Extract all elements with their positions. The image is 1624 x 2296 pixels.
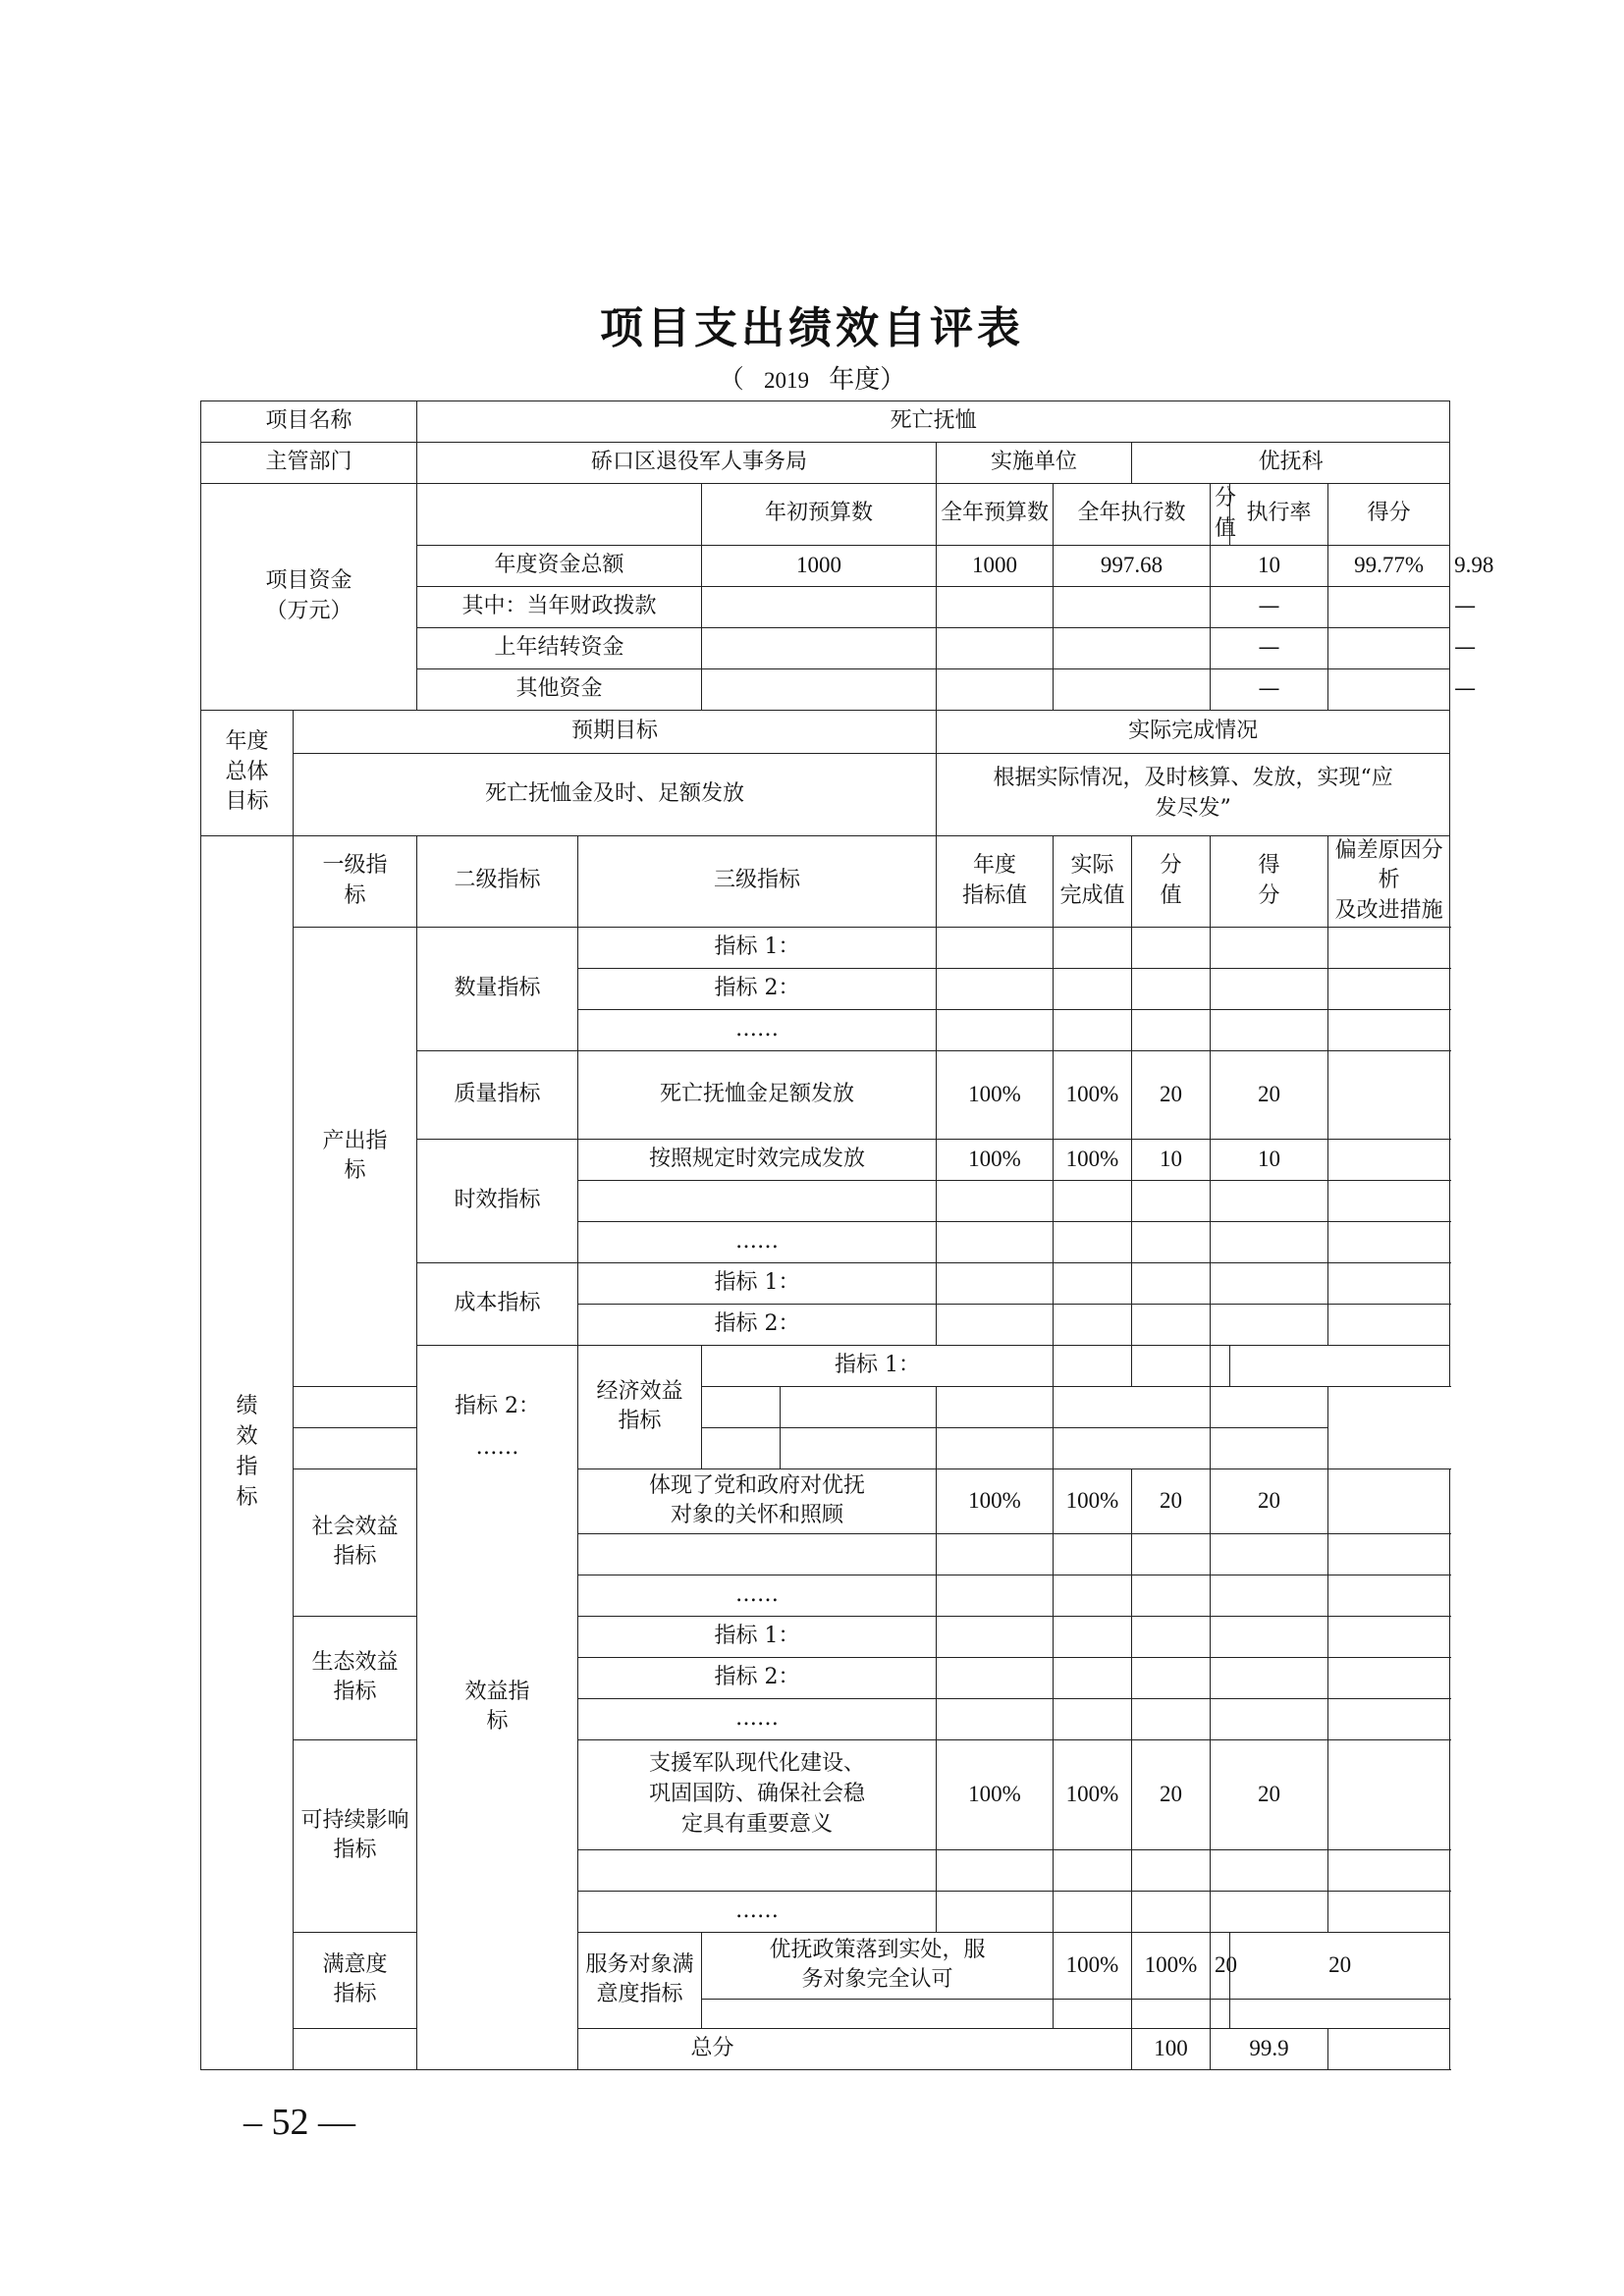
- year-open: （: [718, 365, 744, 395]
- social-text-line-2: 对象的关怀和照顾: [671, 1503, 844, 1528]
- perf-label-3: 指: [236, 1454, 258, 1479]
- goal-actual-value: [937, 753, 1450, 835]
- timeliness-actual: 100%: [1054, 1139, 1132, 1180]
- sustainable-text-line-2: 巩固国防、确保社会稳: [649, 1782, 866, 1807]
- other-annual: [937, 668, 1054, 710]
- social-actual: 100%: [1054, 1468, 1132, 1533]
- label-perf: [201, 835, 294, 2069]
- lvl1-satisfaction: [294, 1932, 417, 2028]
- lvl2-social-line-2: 指标: [333, 1544, 377, 1570]
- col-initial-budget: 年初预算数: [702, 484, 937, 546]
- label-expected: 预期目标: [294, 710, 937, 753]
- timeliness-text: 按照规定时效完成发放: [578, 1139, 937, 1180]
- cost-ind-2: 指标 2：: [578, 1304, 937, 1345]
- service-value: 20: [1211, 1932, 1230, 1999]
- current-exec: [1054, 586, 1211, 627]
- header-lvl3: 三级指标: [578, 835, 937, 927]
- label-carry-funds: 上年结转资金: [417, 627, 702, 668]
- row-service-1: [201, 1932, 1450, 1999]
- label-actual: 实际完成情况: [937, 710, 1450, 753]
- header-annual: [937, 835, 1054, 927]
- carry-initial: [702, 627, 937, 668]
- funds-blank-header: [417, 484, 702, 546]
- quality-actual: 100%: [1054, 1050, 1132, 1139]
- funds-label: 项目资金: [265, 568, 352, 593]
- sustainable-score: 20: [1211, 1739, 1328, 1849]
- header-actual: [1054, 835, 1132, 927]
- quality-value: 20: [1132, 1050, 1211, 1139]
- sustainable-text: [578, 1739, 937, 1849]
- social-text: [578, 1468, 937, 1533]
- total-exec: 997.68: [1054, 545, 1211, 586]
- self-evaluation-table: [200, 400, 1494, 2070]
- label-department: 主管部门: [201, 443, 417, 484]
- lvl1-output: [294, 927, 417, 1386]
- total-initial: 1000: [702, 545, 937, 586]
- lvl1-effect-line-2: 标: [486, 1709, 509, 1735]
- total-reason: [1328, 2028, 1450, 2069]
- row-quantity-1: [201, 927, 1450, 968]
- total-rate: 99.77%: [1328, 545, 1450, 586]
- lvl2-sustainable-line-2: 指标: [333, 1838, 377, 1863]
- label-funds: [201, 484, 417, 711]
- economic-ellipsis: ……: [294, 1427, 702, 1468]
- header-annual-line-2: 指标值: [962, 882, 1028, 908]
- service-score: 20: [1230, 1932, 1450, 1999]
- year-subtitle: [0, 359, 1624, 396]
- header-lvl1: [294, 835, 417, 927]
- sustainable-annual: 100%: [937, 1739, 1054, 1849]
- header-annual-line-1: 年度: [973, 852, 1017, 878]
- row-sustainable-1: [201, 1739, 1450, 1849]
- goal-label-3: 目标: [225, 789, 269, 815]
- lvl2-cost: 成本指标: [417, 1262, 578, 1345]
- quality-annual: 100%: [937, 1050, 1054, 1139]
- economic-ind-2: 指标 2：: [294, 1386, 702, 1427]
- lvl2-timeliness: 时效指标: [417, 1139, 578, 1262]
- quantity-ind-1: 指标 1：: [578, 927, 937, 968]
- timeliness-value: 10: [1132, 1139, 1211, 1180]
- lvl2-social: [294, 1468, 417, 1616]
- col-score: 得分: [1328, 484, 1450, 546]
- lvl2-economic-line-2: 指标: [618, 1409, 662, 1434]
- perf-label-2: 效: [236, 1423, 258, 1449]
- col-annual-budget: 全年预算数: [937, 484, 1054, 546]
- sustainable-text-line-3: 定具有重要意义: [681, 1811, 834, 1837]
- header-lvl2: 二级指标: [417, 835, 578, 927]
- row-funds-carry: 上年结转资金 — —: [201, 627, 1450, 668]
- header-score: [1211, 835, 1328, 927]
- lvl2-service-line-2: 意度指标: [596, 1982, 683, 2007]
- total-score-value: 100: [1132, 2028, 1211, 2069]
- service-text-line-1: 优抚政策落到实处，服: [769, 1937, 986, 1962]
- lvl2-social-line-1: 社会效益: [311, 1514, 399, 1539]
- ecological-ind-2: 指标 2：: [578, 1657, 937, 1698]
- current-annual: [937, 586, 1054, 627]
- lvl2-ecological-line-1: 生态效益: [311, 1649, 399, 1675]
- sustainable-actual: 100%: [1054, 1739, 1132, 1849]
- timeliness-reason: [1328, 1139, 1450, 1180]
- carry-annual: [937, 627, 1054, 668]
- cost-ind-1: 指标 1：: [578, 1262, 937, 1304]
- other-exec: [1054, 668, 1211, 710]
- current-rate: [1328, 586, 1450, 627]
- total-annual: 1000: [937, 545, 1054, 586]
- row-goal-header: [201, 710, 1450, 753]
- social-text-line-1: 体现了党和政府对优抚: [649, 1472, 866, 1498]
- quantity-ellipsis: ……: [578, 1009, 937, 1050]
- label-project-name: 项目名称: [201, 401, 417, 443]
- label-current-funds: 其中：当年财政拨款: [417, 586, 702, 627]
- lvl2-quantity: 数量指标: [417, 927, 578, 1050]
- goal-actual-line-1: 根据实际情况，及时核算、发放，实现“应: [993, 766, 1393, 791]
- quality-reason: [1328, 1050, 1450, 1139]
- service-text: [702, 1932, 1054, 1999]
- lvl2-ecological: [294, 1616, 417, 1739]
- timeliness-ellipsis: ……: [578, 1221, 937, 1262]
- header-score-value-line-2: 值: [1160, 882, 1182, 908]
- lvl2-service: [578, 1932, 702, 2028]
- label-impl-unit: 实施单位: [937, 443, 1132, 484]
- lvl2-sustainable-line-1: 可持续影响: [300, 1807, 409, 1833]
- row-goal-content: [201, 753, 1450, 835]
- service-actual: 100%: [1132, 1932, 1211, 1999]
- label-total-funds: 年度资金总额: [417, 545, 702, 586]
- perf-label-1: 绩: [236, 1394, 258, 1419]
- quality-score: 20: [1211, 1050, 1328, 1139]
- total-value: 10: [1211, 545, 1328, 586]
- other-rate: [1328, 668, 1450, 710]
- timeliness-score: 10: [1211, 1139, 1328, 1180]
- lvl1-output-line-1: 产出指: [322, 1128, 388, 1153]
- year-value: 2019: [764, 368, 809, 393]
- sustainable-reason: [1328, 1739, 1450, 1849]
- year-label: 年度）: [829, 365, 906, 395]
- header-lvl1-line-1: 一级指: [322, 852, 388, 878]
- goal-label-2: 总体: [225, 759, 269, 784]
- lvl1-effect-line-1: 效益指: [464, 1679, 530, 1704]
- row-economic-2: [201, 1386, 1450, 1427]
- economic-ind-1: 指标 1：: [702, 1345, 1054, 1386]
- row-funds-current: 其中：当年财政拨款 — —: [201, 586, 1450, 627]
- label-goal: [201, 710, 294, 835]
- perf-label-4: 标: [236, 1484, 258, 1510]
- ecological-ind-1: 指标 1：: [578, 1616, 937, 1657]
- header-lvl1-line-2: 标: [344, 882, 366, 908]
- header-actual-line-2: 完成值: [1059, 882, 1125, 908]
- row-total: [201, 2028, 1450, 2069]
- header-reason: [1328, 835, 1450, 927]
- label-other-funds: 其他资金: [417, 668, 702, 710]
- row-department: [201, 443, 1450, 484]
- social-annual: 100%: [937, 1468, 1054, 1533]
- funds-unit: （万元）: [265, 598, 352, 623]
- other-initial: [702, 668, 937, 710]
- col-score-value: 分值: [1211, 484, 1230, 546]
- header-score-value: [1132, 835, 1211, 927]
- lvl2-quality: 质量指标: [417, 1050, 578, 1139]
- service-annual: 100%: [1054, 1932, 1132, 1999]
- page-title: 项目支出绩效自评表: [600, 303, 1024, 353]
- project-name-value: 死亡抚恤: [417, 401, 1450, 443]
- lvl1-output-line-2: 标: [344, 1158, 366, 1184]
- timeliness-annual: 100%: [937, 1139, 1054, 1180]
- department-value: 硚口区退役军人事务局: [417, 443, 937, 484]
- social-reason: [1328, 1468, 1450, 1533]
- header-reason-line-2: 及改进措施: [1334, 898, 1443, 924]
- row-ecological-1: [201, 1616, 1450, 1657]
- sustainable-text-line-1: 支援军队现代化建设、: [649, 1751, 866, 1777]
- social-score: 20: [1211, 1468, 1328, 1533]
- row-funds-total: 年度资金总额 1000 1000 997.68 10 99.77% 9.98: [201, 545, 1450, 586]
- social-value: 20: [1132, 1468, 1211, 1533]
- goal-actual-line-2: 发尽发”: [1155, 796, 1231, 822]
- col-exec-rate: 执行率: [1230, 484, 1328, 546]
- current-initial: [702, 586, 937, 627]
- row-funds-other: 其他资金 — —: [201, 668, 1450, 710]
- goal-expected-value: 死亡抚恤金及时、足额发放: [294, 753, 937, 835]
- header-score-line-1: 得: [1258, 852, 1280, 878]
- quantity-ind-2: 指标 2：: [578, 968, 937, 1009]
- row-project-name: [201, 401, 1450, 443]
- page-number: – 52 —: [244, 2102, 355, 2143]
- social-ellipsis: ……: [578, 1575, 937, 1616]
- carry-rate: [1328, 627, 1450, 668]
- quality-text: 死亡抚恤金足额发放: [578, 1050, 937, 1139]
- lvl1-satisfaction-line-2: 指标: [333, 1982, 377, 2007]
- header-score-line-2: 分: [1258, 882, 1280, 908]
- header-actual-line-1: 实际: [1070, 852, 1114, 878]
- other-value-dash: —: [1211, 668, 1328, 710]
- current-value-dash: —: [1211, 586, 1328, 627]
- row-economic-3: [201, 1427, 1450, 1468]
- col-annual-exec: 全年执行数: [1054, 484, 1211, 546]
- row-social-1: [201, 1468, 1450, 1533]
- lvl2-economic-line-1: 经济效益: [596, 1378, 683, 1404]
- row-indicator-header: [201, 835, 1450, 927]
- lvl2-sustainable: [294, 1739, 417, 1932]
- sustainable-ellipsis: ……: [578, 1891, 937, 1932]
- impl-unit-value: 优抚科: [1132, 443, 1450, 484]
- service-text-line-2: 务对象完全认可: [801, 1967, 953, 1993]
- goal-label-1: 年度: [225, 728, 269, 754]
- lvl2-ecological-line-2: 指标: [333, 1680, 377, 1705]
- row-funds-header: [201, 484, 1450, 546]
- carry-exec: [1054, 627, 1211, 668]
- total-label: 总分: [294, 2028, 1132, 2069]
- header-score-value-line-1: 分: [1160, 852, 1182, 878]
- header-reason-line-1: 偏差原因分析: [1334, 837, 1443, 893]
- sustainable-value: 20: [1132, 1739, 1211, 1849]
- lvl2-service-line-1: 服务对象满: [585, 1951, 694, 1977]
- ecological-ellipsis: ……: [578, 1698, 937, 1739]
- total-score-sum: 99.9: [1211, 2028, 1328, 2069]
- carry-value-dash: —: [1211, 627, 1328, 668]
- lvl1-satisfaction-line-1: 满意度: [322, 1951, 388, 1977]
